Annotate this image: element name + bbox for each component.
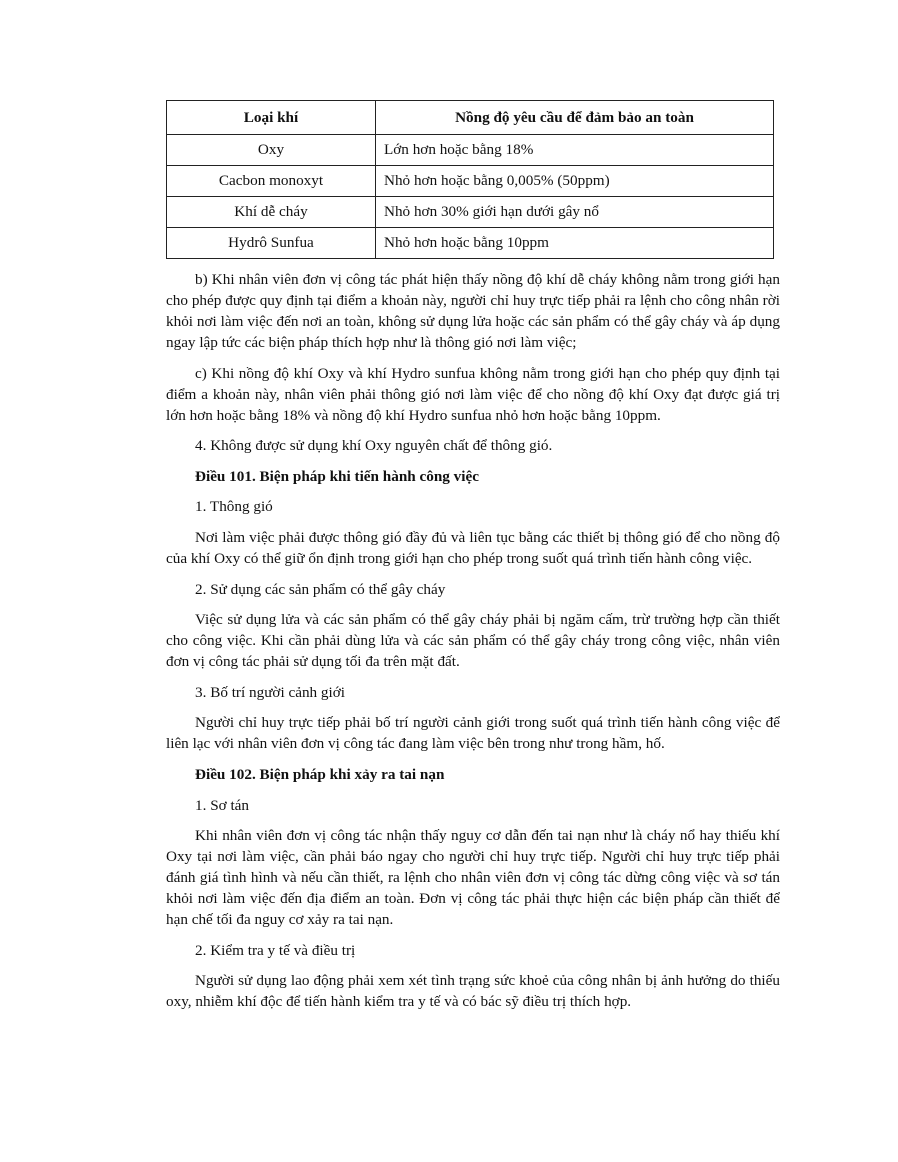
article-102-heading: Điều 102. Biện pháp khi xảy ra tai nạn [195, 765, 445, 783]
paragraph-ventilation: Nơi làm việc phải được thông gió đầy đủ và liên tục bằng các thiết bị thông gió để cho nồng độ của khí Oxy có thể giữ ổn định trong giới hạn cho phép trong suốt quá trình tiến hành công việc. [166, 528, 780, 567]
table-cell-concentration: Nhỏ hơn hoặc bằng 10ppm [376, 228, 774, 259]
table-cell-concentration: Nhỏ hơn hoặc bằng 0,005% (50ppm) [376, 166, 774, 197]
table-header-concentration: Nồng độ yêu cầu để đảm bảo an toàn [376, 101, 774, 135]
paragraph-evacuation: Khi nhân viên đơn vị công tác nhận thấy nguy cơ dẫn đến tai nạn như là cháy nổ hay thiếu khí Oxy tại nơi làm việc, cần phải báo ngay cho người chỉ huy trực tiếp. Người chỉ huy trực tiếp phải đánh giá tình hình và nếu cần thiết, ra lệnh cho nhân viên đơn vị công tác dừng công việc và sơ tán khỏi nơi làm việc đến địa điểm an toàn. Đơn vị công tác phải thực hiện các biện pháp cần thiết để hạn chế tối đa nguy cơ xảy ra tai nạn. [166, 827, 780, 929]
table-cell-concentration: Lớn hơn hoặc bằng 18% [376, 135, 774, 166]
article-101-heading: Điều 101. Biện pháp khi tiến hành công việc [195, 467, 479, 485]
document-page [166, 100, 780, 1022]
table-cell-concentration: Nhỏ hơn 30% giới hạn dưới gây nổ [376, 197, 774, 228]
table-cell-gas: Oxy [167, 135, 376, 166]
table-header-gas-type: Loại khí [167, 101, 376, 135]
table-cell-gas: Cacbon monoxyt [167, 166, 376, 197]
subheading-lookout: 3. Bố trí người cảnh giới [195, 683, 345, 701]
subheading-ventilation: 1. Thông gió [195, 498, 273, 516]
table-cell-gas: Khí dễ cháy [167, 197, 376, 228]
table-cell-gas: Hydrô Sunfua [167, 228, 376, 259]
item-4: 4. Không được sử dụng khí Oxy nguyên chất để thông gió. [195, 437, 553, 455]
paragraph-c: c) Khi nồng độ khí Oxy và khí Hydro sunfua không nằm trong giới hạn cho phép quy định tại điểm a khoản này, nhân viên phải thông gió nơi làm việc để cho nồng độ khí Oxy đạt được giá trị lớn hơn hoặc bằng 18% và nồng độ khí Hydro sunfua nhỏ hơn hoặc bằng 10ppm. [166, 364, 780, 424]
table-row [167, 135, 774, 166]
subheading-medical: 2. Kiểm tra y tế và điều trị [195, 941, 356, 959]
table-row [167, 228, 774, 259]
paragraph-medical: Người sử dụng lao động phải xem xét tình trạng sức khoẻ của công nhân bị ảnh hưởng do thiếu oxy, nhiễm khí độc để tiến hành kiểm tra y tế và có bác sỹ điều trị thích hợp. [166, 972, 780, 1011]
table-row [167, 197, 774, 228]
table-header-row [167, 101, 774, 135]
paragraph-b: b) Khi nhân viên đơn vị công tác phát hiện thấy nồng độ khí dễ cháy không nằm trong giới hạn cho phép được quy định tại điểm a khoản này, người chỉ huy trực tiếp phải ra lệnh cho công nhân rời khỏi nơi làm việc đến nơi an toàn, không sử dụng lửa hoặc các sản phẩm có thể gây cháy và áp dụng ngay lập tức các biện pháp thích hợp như là thông gió nơi làm việc; [166, 271, 780, 351]
paragraph-lookout: Người chỉ huy trực tiếp phải bố trí người cảnh giới trong suốt quá trình tiến hành công việc để liên lạc với nhân viên đơn vị công tác đang làm việc bên trong như trong hầm, hố. [166, 714, 780, 753]
subheading-evacuation: 1. Sơ tán [195, 796, 250, 814]
paragraph-flammable-products: Việc sử dụng lửa và các sản phẩm có thể gây cháy phải bị ngăm cấm, trừ trường hợp cần thiết cho công việc. Khi cần phải dùng lửa và các sản phẩm có thể gây cháy trong công việc, nhân viên đơn vị công tác phải sử dụng tối đa trên mặt đất. [166, 611, 780, 671]
gas-concentration-table [166, 100, 774, 259]
table-row [167, 166, 774, 197]
subheading-flammable-products: 2. Sử dụng các sản phẩm có thể gây cháy [195, 580, 446, 598]
